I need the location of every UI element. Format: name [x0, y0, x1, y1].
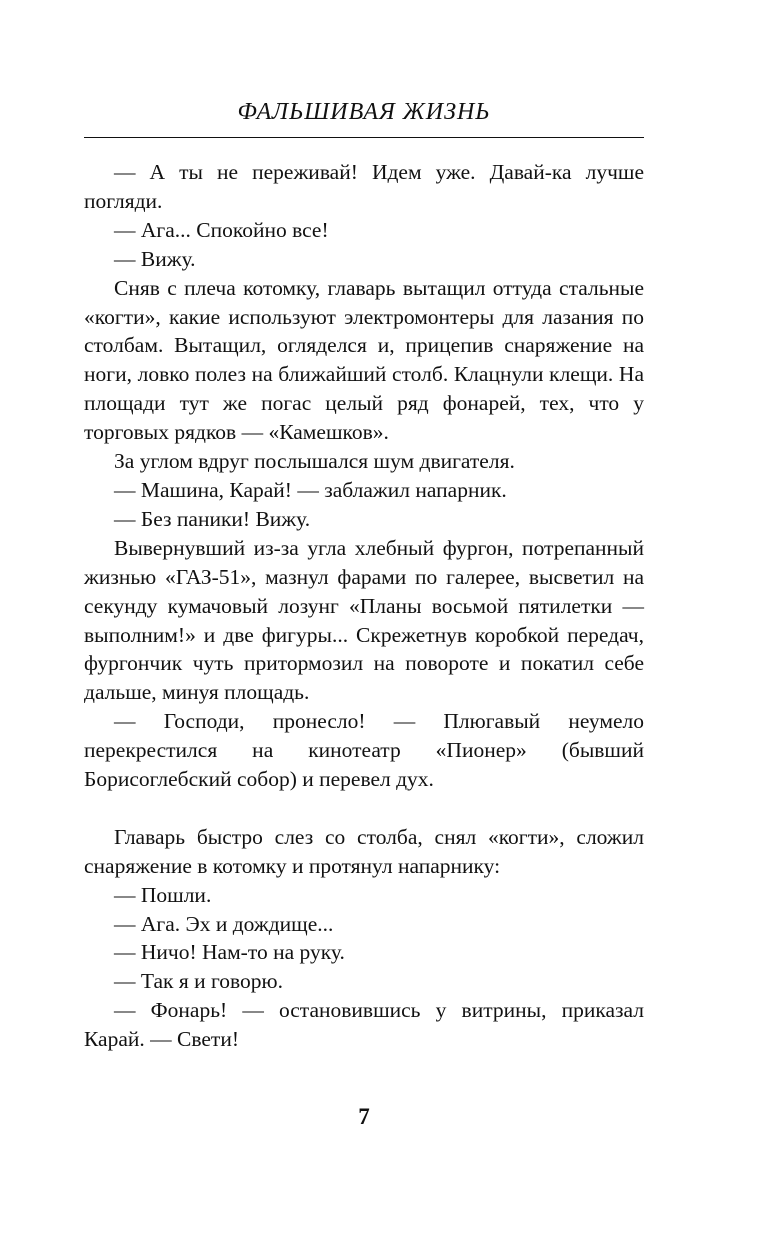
- paragraph: — Господи, пронесло! — Плюгавый неумело перекрестился на кинотеатр «Пионер» (бывший Борисоглебский собор) и перевел дух.: [84, 709, 644, 792]
- paragraph: — Ага. Эх и дождище...: [114, 911, 334, 936]
- paragraph: — Без паники! Вижу.: [114, 506, 311, 531]
- section-break: [84, 794, 644, 823]
- running-header: ФАЛЬШИВАЯ ЖИЗНЬ: [237, 99, 491, 125]
- paragraph: — Ничо! Нам-то на руку.: [114, 940, 345, 965]
- paragraph: Сняв с плеча котомку, главарь вытащил оттуда стальные «когти», какие используют электромонтеры для лазания по столбам. Вытащил, огляделся и, прицепив снаряжение на ноги, ловко полез на ближайший столб. Клацнули клещи. На площади тут же погас целый ряд фонарей, тех, что у торговых рядков — «Камешков».: [84, 275, 644, 445]
- paragraph: — А ты не переживай! Идем уже. Давай-ка лучше погляди.: [84, 160, 644, 213]
- paragraph: За углом вдруг послышался шум двигателя.: [114, 449, 515, 474]
- paragraph: Вывернувший из-за угла хлебный фургон, потрепанный жизнью «ГАЗ-51», мазнул фарами по галерее, высветил на секунду кумачовый лозунг «Планы восьмой пятилетки — выполним!» и две фигуры... Скрежетнув коробкой передач, фургончик чуть притормозил на повороте и покатил себе дальше, минуя площадь.: [84, 535, 644, 705]
- paragraph: — Фонарь! — остановившись у витрины, приказал Карай. — Свети!: [84, 998, 644, 1052]
- page-number: 7: [358, 1104, 370, 1129]
- header-rule: [84, 137, 644, 138]
- paragraph: — Ага... Спокойно все!: [114, 217, 329, 242]
- paragraph: Главарь быстро слез со столба, снял «когти», сложил снаряжение в котомку и протянул напарнику:: [84, 824, 644, 878]
- paragraph: — Так я и говорю.: [114, 969, 283, 994]
- paragraph: — Машина, Карай! — заблажил напарник.: [114, 477, 507, 502]
- paragraph: — Вижу.: [114, 246, 196, 271]
- body-text: [84, 158, 644, 1054]
- paragraph: — Пошли.: [114, 882, 212, 907]
